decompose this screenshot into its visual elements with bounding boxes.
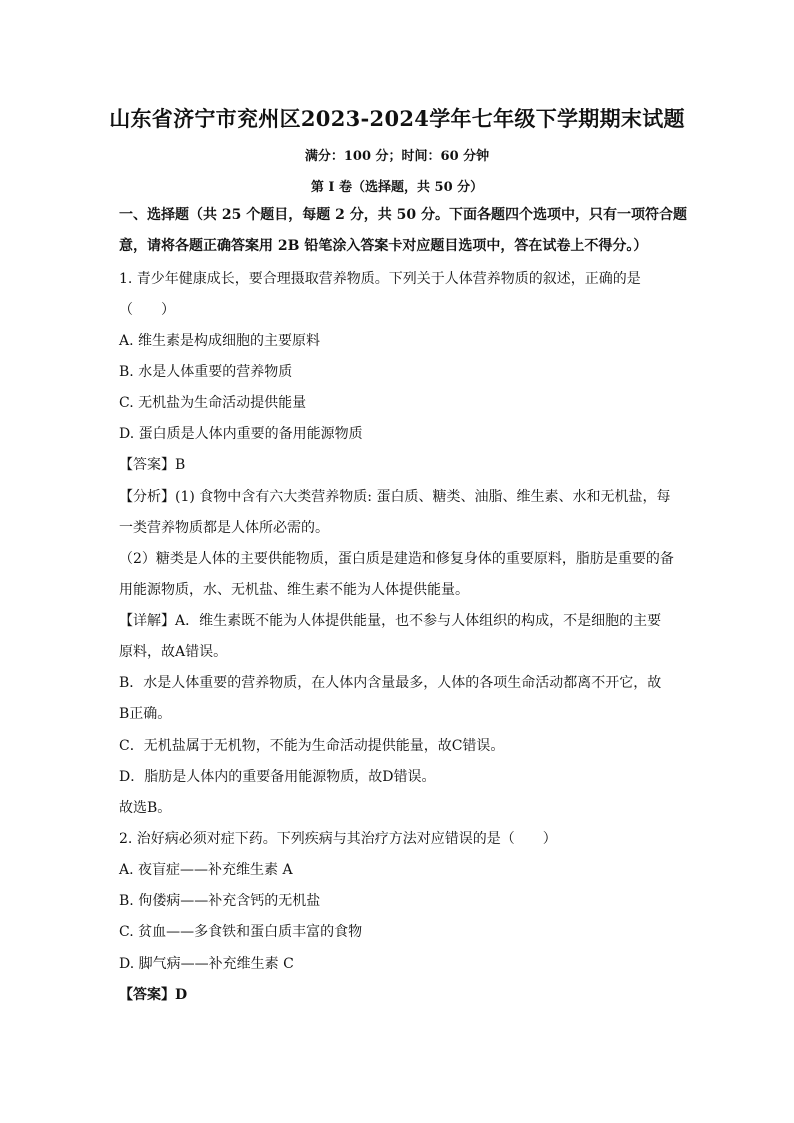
question-1-option-a: A. 维生素是构成细胞的主要原料: [119, 333, 321, 349]
section-heading: 第 I 卷（选择题，共 50 分）: [310, 180, 484, 195]
question-1-option-b: B. 水是人体重要的营养物质: [119, 364, 293, 380]
page-title: 山东省济宁市兖州区2023-2024学年七年级下学期期末试题: [109, 106, 685, 131]
question-1-analysis: 【分析】(1) 食物中含有六大类营养物质: 蛋白质、糖类、油脂、维生素、水和无机盐，每: [119, 489, 671, 505]
question-1-answer: 【答案】B: [119, 457, 186, 473]
question-1-detail: 【详解】A．维生素既不能为人体提供能量，也不参与人体组织的构成，不是细胞的主要: [119, 613, 662, 629]
question-1-stem: 1. 青少年健康成长，要合理摄取营养物质。下列关于人体营养物质的叙述，正确的是: [119, 271, 641, 287]
question-2-option-b: B. 佝偻病——补充含钙的无机盐: [119, 893, 321, 909]
question-1-option-d: D. 蛋白质是人体内重要的备用能源物质: [119, 426, 363, 442]
instructions-line: 一、选择题（共 25 个题目，每题 2 分，共 50 分。下面各题四个选项中，只有一项符合题: [119, 207, 687, 223]
question-2-option-c: C. 贫血——多食铁和蛋白质丰富的食物: [119, 924, 363, 940]
question-1-analysis: 用能源物质，水、无机盐、维生素不能为人体提供能量。: [119, 582, 469, 598]
question-1-option-c: C. 无机盐为生命活动提供能量: [119, 395, 307, 411]
question-1-detail: C．无机盐属于无机物，不能为生命活动提供能量，故C错误。: [119, 738, 505, 754]
question-1-analysis: （2）糖类是人体的主要供能物质，蛋白质是建造和修复身体的重要原料，脂肪是重要的备: [119, 551, 674, 567]
question-1-detail: D．脂肪是人体内的重要备用能源物质，故D错误。: [119, 769, 436, 785]
instructions-line: 意，请将各题正确答案用 2B 铅笔涂入答案卡对应题目选项中，答在试卷上不得分。）: [119, 238, 648, 254]
question-1-detail: 原料，故A错误。: [119, 644, 228, 660]
question-2-option-a: A. 夜盲症——补充维生素 A: [119, 862, 293, 878]
question-2-option-d: D. 脚气病——补充维生素 C: [119, 956, 294, 972]
question-1-stem-bracket: （ ）: [119, 302, 175, 318]
question-1-detail: B正确。: [119, 706, 172, 722]
question-1-conclusion: 故选B。: [119, 800, 172, 816]
question-1-detail: B．水是人体重要的营养物质，在人体内含量最多，人体的各项生命活动都离不开它，故: [119, 675, 662, 691]
question-2-stem: 2. 治好病必须对症下药。下列疾病与其治疗方法对应错误的是（ ）: [119, 831, 557, 847]
question-2-answer: 【答案】D: [119, 987, 188, 1003]
exam-meta: 满分：100 分；时间：60 分钟: [304, 149, 490, 164]
question-1-analysis: 一类营养物质都是人体所必需的。: [119, 520, 329, 536]
